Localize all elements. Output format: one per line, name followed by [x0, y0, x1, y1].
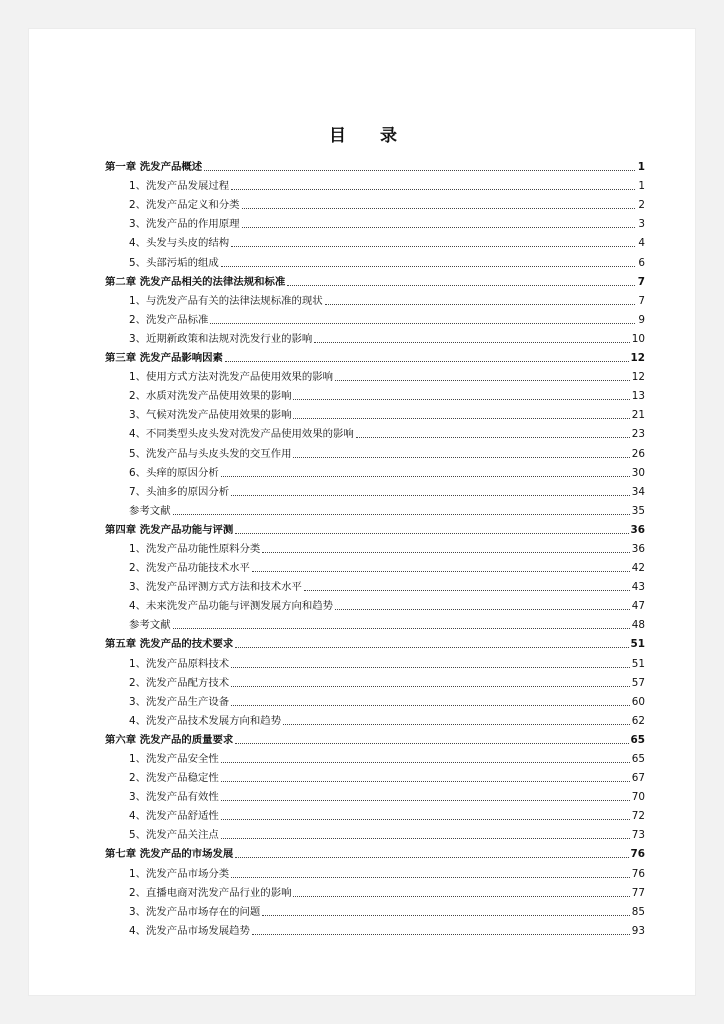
toc-page-number: 36 [630, 523, 645, 536]
toc-section-entry[interactable] [105, 212, 645, 231]
toc-entry-title: 2、洗发产品稳定性 [129, 772, 219, 785]
toc-dot-leader [231, 246, 635, 247]
toc-dot-leader [242, 208, 635, 209]
toc-page-number: 9 [638, 313, 645, 326]
toc-entry-title: 2、直播电商对洗发产品行业的影响 [129, 886, 292, 899]
toc-page-number: 13 [631, 390, 645, 403]
toc-dot-leader [293, 457, 629, 458]
toc-entry-title: 第四章 洗发产品功能与评测 [105, 523, 234, 536]
toc-dot-leader [221, 781, 630, 782]
toc-entry-title: 第三章 洗发产品影响因素 [105, 352, 223, 365]
toc-entry-title: 3、洗发产品有效性 [129, 791, 219, 804]
toc-entry-title: 3、洗发产品市场存在的问题 [129, 905, 261, 918]
toc-section-entry[interactable] [105, 250, 645, 269]
toc-page-number: 23 [631, 428, 645, 441]
toc-entry-title: 4、头发与头皮的结构 [129, 237, 230, 250]
toc-dot-leader [293, 896, 629, 897]
toc-entry-title: 4、洗发产品舒适性 [129, 810, 219, 823]
toc-entry-title: 4、洗发产品市场发展趋势 [129, 924, 250, 937]
toc-section-entry[interactable] [105, 785, 645, 804]
toc-dot-leader [335, 609, 630, 610]
toc-dot-leader [231, 705, 630, 706]
toc-entry-title: 6、头痒的原因分析 [129, 466, 219, 479]
toc-entry-title: 3、气候对洗发产品使用效果的影响 [129, 409, 292, 422]
toc-page-number: 51 [630, 638, 645, 651]
toc-dot-leader [325, 304, 635, 305]
toc-page-number: 42 [631, 562, 645, 575]
toc-section-entry[interactable] [105, 594, 645, 613]
toc-entry-title: 2、洗发产品功能技术水平 [129, 562, 250, 575]
toc-page-number: 3 [638, 218, 645, 231]
toc-entry-title: 5、洗发产品与头皮头发的交互作用 [129, 447, 292, 460]
toc-chapter-entry[interactable] [105, 346, 645, 365]
toc-section-entry[interactable] [105, 384, 645, 403]
toc-page-number: 76 [630, 848, 645, 861]
toc-entry-title: 1、洗发产品发展过程 [129, 180, 230, 193]
toc-page-number: 10 [631, 332, 645, 345]
toc-entry-title: 2、洗发产品定义和分类 [129, 199, 240, 212]
toc-dot-leader [287, 285, 635, 286]
toc-dot-leader [262, 552, 629, 553]
toc-section-entry[interactable] [105, 900, 645, 919]
toc-entry-title: 3、洗发产品生产设备 [129, 695, 230, 708]
toc-page-number: 12 [631, 371, 645, 384]
toc-page-number: 62 [631, 714, 645, 727]
toc-section-entry[interactable] [105, 231, 645, 250]
toc-entry-title: 第二章 洗发产品相关的法律法规和标准 [105, 275, 286, 288]
toc-page-number: 57 [631, 676, 645, 689]
toc-dot-leader [221, 476, 630, 477]
toc-section-entry[interactable] [105, 289, 645, 308]
toc-dot-leader [293, 418, 629, 419]
toc-dot-leader [262, 915, 629, 916]
toc-page-number: 48 [631, 619, 645, 632]
toc-title: 目 录 [329, 126, 411, 146]
toc-section-entry[interactable] [105, 823, 645, 842]
toc-page-number: 77 [631, 886, 645, 899]
toc-dot-leader [231, 877, 630, 878]
toc-dot-leader [242, 227, 635, 228]
toc-section-entry[interactable] [105, 613, 645, 632]
document-page [28, 28, 696, 996]
toc-section-entry[interactable] [105, 308, 645, 327]
toc-section-entry[interactable] [105, 365, 645, 384]
toc-dot-leader [293, 399, 629, 400]
toc-page-number: 30 [631, 466, 645, 479]
toc-dot-leader [204, 170, 635, 171]
toc-dot-leader [235, 743, 628, 744]
toc-dot-leader [173, 514, 630, 515]
toc-chapter-entry[interactable] [105, 728, 645, 747]
toc-page-number: 85 [631, 905, 645, 918]
toc-entry-title: 4、洗发产品技术发展方向和趋势 [129, 714, 282, 727]
toc-page-number: 72 [631, 810, 645, 823]
toc-section-entry[interactable] [105, 403, 645, 422]
toc-entry-title: 5、头部污垢的组成 [129, 256, 219, 269]
toc-section-entry[interactable] [105, 671, 645, 690]
toc-section-entry[interactable] [105, 174, 645, 193]
toc-dot-leader [221, 800, 630, 801]
toc-page-number: 60 [631, 695, 645, 708]
toc-dot-leader [235, 533, 628, 534]
toc-dot-leader [173, 628, 630, 629]
toc-page-number: 26 [631, 447, 645, 460]
toc-page-number: 4 [638, 237, 645, 250]
toc-section-entry[interactable] [105, 499, 645, 518]
toc-page-number: 93 [631, 924, 645, 937]
toc-dot-leader [283, 724, 630, 725]
toc-section-entry[interactable] [105, 441, 645, 460]
toc-page-number: 51 [631, 657, 645, 670]
toc-page-number: 47 [631, 600, 645, 613]
toc-page-number: 73 [631, 829, 645, 842]
toc-chapter-entry[interactable] [105, 270, 645, 289]
toc-chapter-entry[interactable] [105, 155, 645, 174]
toc-entry-title: 参考文献 [129, 619, 171, 632]
toc-section-entry[interactable] [105, 651, 645, 670]
toc-section-entry[interactable] [105, 422, 645, 441]
toc-entry-title: 第六章 洗发产品的质量要求 [105, 733, 234, 746]
toc-chapter-entry[interactable] [105, 842, 645, 861]
toc-section-entry[interactable] [105, 861, 645, 880]
toc-entry-title: 2、洗发产品标准 [129, 313, 209, 326]
toc-dot-leader [231, 667, 630, 668]
toc-dot-leader [231, 495, 630, 496]
toc-page-number: 2 [638, 199, 645, 212]
toc-entry-title: 参考文献 [129, 504, 171, 517]
toc-entry-title: 第七章 洗发产品的市场发展 [105, 848, 234, 861]
toc-section-entry[interactable] [105, 461, 645, 480]
toc-section-entry[interactable] [105, 690, 645, 709]
toc-page-number: 76 [631, 867, 645, 880]
toc-entry-title: 2、洗发产品配方技术 [129, 676, 230, 689]
toc-dot-leader [235, 857, 628, 858]
toc-entry-title: 1、洗发产品市场分类 [129, 867, 230, 880]
toc-entry-title: 3、洗发产品的作用原理 [129, 218, 240, 231]
toc-page-number: 34 [631, 485, 645, 498]
toc-section-entry[interactable] [105, 575, 645, 594]
toc-section-entry[interactable] [105, 193, 645, 212]
toc-dot-leader [221, 819, 630, 820]
toc-section-entry[interactable] [105, 881, 645, 900]
toc-section-entry[interactable] [105, 327, 645, 346]
toc-dot-leader [210, 323, 635, 324]
toc-entry-title: 1、与洗发产品有关的法律法规标准的现状 [129, 294, 323, 307]
toc-page-number: 7 [637, 275, 645, 288]
toc-page-number: 70 [631, 791, 645, 804]
toc-entry-title: 4、未来洗发产品功能与评测发展方向和趋势 [129, 600, 334, 613]
toc-dot-leader [221, 762, 630, 763]
toc-dot-leader [356, 437, 630, 438]
toc-chapter-entry[interactable] [105, 632, 645, 651]
toc-page-number: 1 [638, 180, 645, 193]
toc-dot-leader [252, 571, 630, 572]
toc-page-number: 6 [638, 256, 645, 269]
toc-dot-leader [235, 647, 628, 648]
toc-dot-leader [231, 686, 630, 687]
toc-entry-title: 1、使用方式方法对洗发产品使用效果的影响 [129, 371, 334, 384]
toc-entry-title: 第五章 洗发产品的技术要求 [105, 638, 234, 651]
toc-dot-leader [221, 266, 635, 267]
toc-dot-leader [225, 361, 629, 362]
toc-section-entry[interactable] [105, 747, 645, 766]
toc-entry-title: 7、头油多的原因分析 [129, 485, 230, 498]
toc-entry-title: 2、水质对洗发产品使用效果的影响 [129, 390, 292, 403]
toc-page-number: 65 [630, 733, 645, 746]
toc-page-number: 43 [631, 581, 645, 594]
toc-page-number: 12 [630, 352, 645, 365]
toc-page-number: 21 [631, 409, 645, 422]
toc-entry-title: 1、洗发产品功能性原料分类 [129, 542, 261, 555]
toc-page-number: 1 [637, 161, 645, 174]
toc-entry-title: 1、洗发产品原料技术 [129, 657, 230, 670]
toc-page-number: 65 [631, 753, 645, 765]
toc-page-number: 36 [631, 542, 645, 555]
toc-entry-title: 5、洗发产品关注点 [129, 829, 219, 842]
toc-page-number: 67 [631, 772, 645, 785]
toc-dot-leader [304, 590, 630, 591]
toc-dot-leader [252, 934, 630, 935]
toc-dot-leader [231, 189, 635, 190]
toc-chapter-entry[interactable] [105, 518, 645, 537]
toc-list [105, 155, 645, 938]
toc-section-entry[interactable] [105, 766, 645, 785]
toc-section-entry[interactable] [105, 709, 645, 728]
toc-section-entry[interactable] [105, 537, 645, 556]
toc-page-number: 7 [638, 294, 645, 307]
toc-entry-title: 4、不同类型头皮头发对洗发产品使用效果的影响 [129, 428, 354, 441]
toc-dot-leader [314, 342, 630, 343]
toc-entry-title: 1、洗发产品安全性 [129, 753, 219, 765]
toc-section-entry[interactable] [105, 804, 645, 823]
toc-dot-leader [221, 838, 630, 839]
toc-section-entry[interactable] [105, 556, 645, 575]
toc-entry-title: 第一章 洗发产品概述 [105, 161, 203, 174]
toc-section-entry[interactable] [105, 919, 645, 938]
toc-entry-title: 3、近期新政策和法规对洗发行业的影响 [129, 332, 313, 345]
toc-page-number: 35 [631, 504, 645, 517]
toc-entry-title: 3、洗发产品评测方式方法和技术水平 [129, 581, 302, 594]
toc-section-entry[interactable] [105, 480, 645, 499]
toc-dot-leader [335, 380, 630, 381]
